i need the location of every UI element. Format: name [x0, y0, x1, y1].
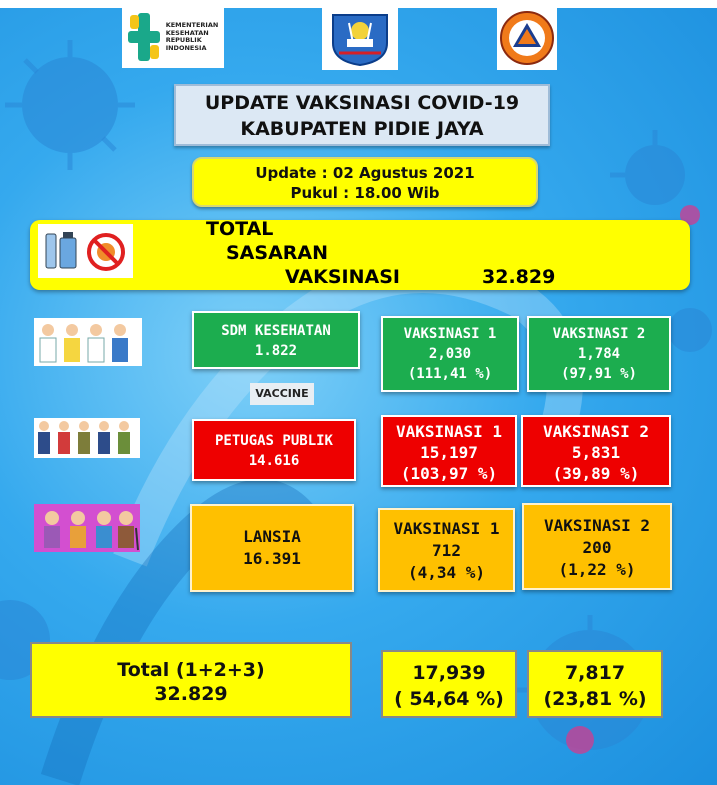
pidie-jaya-emblem — [322, 6, 398, 70]
target-word-sasaran: SASARAN — [226, 242, 329, 264]
dose-label: VAKSINASI 1 — [403, 326, 497, 342]
group-petugas-publik — [192, 419, 356, 481]
totals-target-box — [30, 642, 352, 718]
dose-label: VAKSINASI 1 — [396, 422, 502, 441]
dose-pct: (39,89 %) — [552, 464, 640, 483]
title-line-1: UPDATE VAKSINASI COVID-19 — [204, 92, 520, 114]
dose-count: 712 — [432, 541, 461, 560]
kemenkes-text-3: REPUBLIK — [165, 36, 202, 44]
dose-label: VAKSINASI 2 — [552, 326, 646, 342]
health-workers-icon — [34, 318, 142, 366]
group-sdm-kesehatan — [192, 311, 360, 369]
petugas-dose2 — [521, 415, 671, 487]
kemenkes-text-2: KESEHATAN — [165, 28, 209, 37]
target-word-vaksinasi: VAKSINASI — [285, 266, 400, 288]
target-word-total: TOTAL — [206, 218, 274, 240]
group-name: LANSIA — [243, 527, 301, 546]
kemenkes-mark-icon — [128, 13, 160, 61]
group-name: PETUGAS PUBLIK — [214, 433, 333, 449]
page-title — [174, 84, 550, 146]
dose-count: 15,197 — [420, 443, 478, 462]
kemenkes-text-4: INDONESIA — [165, 43, 207, 52]
elderly-icon — [34, 504, 140, 552]
dose-count: 1,784 — [577, 346, 621, 362]
totals-dose1-count: 17,939 — [412, 662, 486, 684]
pidie-jaya-emblem-icon — [325, 9, 395, 67]
dose-label: VAKSINASI 2 — [543, 422, 649, 441]
sdm-dose1 — [381, 316, 519, 392]
kemenkes-logo — [122, 6, 224, 68]
target-value: 32.829 — [482, 266, 556, 288]
public-officers-icon — [34, 418, 140, 458]
totals-dose1-pct: ( 54,64 %) — [394, 688, 504, 710]
total-target-banner — [30, 220, 690, 290]
dose-pct: (103,97 %) — [400, 464, 498, 483]
title-line-2: KABUPATEN PIDIE JAYA — [240, 118, 484, 140]
kemenkes-text-1: KEMENTERIAN — [165, 21, 219, 29]
group-lansia — [190, 504, 354, 592]
totals-dose2-count: 7,817 — [564, 662, 626, 684]
dose-pct: (4,34 %) — [407, 563, 486, 582]
totals-target: 32.829 — [154, 683, 228, 705]
update-date: Update : 02 Agustus 2021 — [255, 164, 475, 182]
dose-pct: (97,91 %) — [561, 366, 637, 382]
dose-label: VAKSINASI 2 — [544, 516, 650, 535]
totals-label: Total (1+2+3) — [117, 659, 265, 681]
update-timestamp — [192, 157, 538, 207]
dose-label: VAKSINASI 1 — [393, 519, 500, 538]
petugas-dose1 — [381, 415, 517, 487]
totals-dose2-box — [527, 650, 663, 718]
group-target: 1.822 — [254, 343, 298, 359]
totals-dose1-box — [381, 650, 517, 718]
sdm-dose2 — [527, 316, 671, 392]
group-name: SDM KESEHATAN — [221, 323, 331, 339]
syringe-no-virus-icon — [38, 224, 133, 278]
group-target: 14.616 — [248, 453, 300, 469]
vaccine-vial-label: VACCINE — [250, 383, 314, 405]
bpbd-logo — [497, 6, 557, 70]
lansia-dose2 — [522, 503, 672, 590]
totals-dose2-pct: (23,81 %) — [543, 688, 647, 710]
group-target: 16.391 — [243, 549, 301, 568]
dose-pct: (1,22 %) — [558, 560, 636, 579]
dose-count: 2,030 — [428, 346, 472, 362]
dose-count: 5,831 — [571, 443, 621, 462]
bpbd-logo-icon — [499, 9, 555, 67]
dose-count: 200 — [582, 538, 612, 557]
dose-pct: (111,41 %) — [407, 366, 493, 382]
update-time: Pukul : 18.00 Wib — [290, 184, 440, 202]
lansia-dose1 — [378, 508, 515, 592]
